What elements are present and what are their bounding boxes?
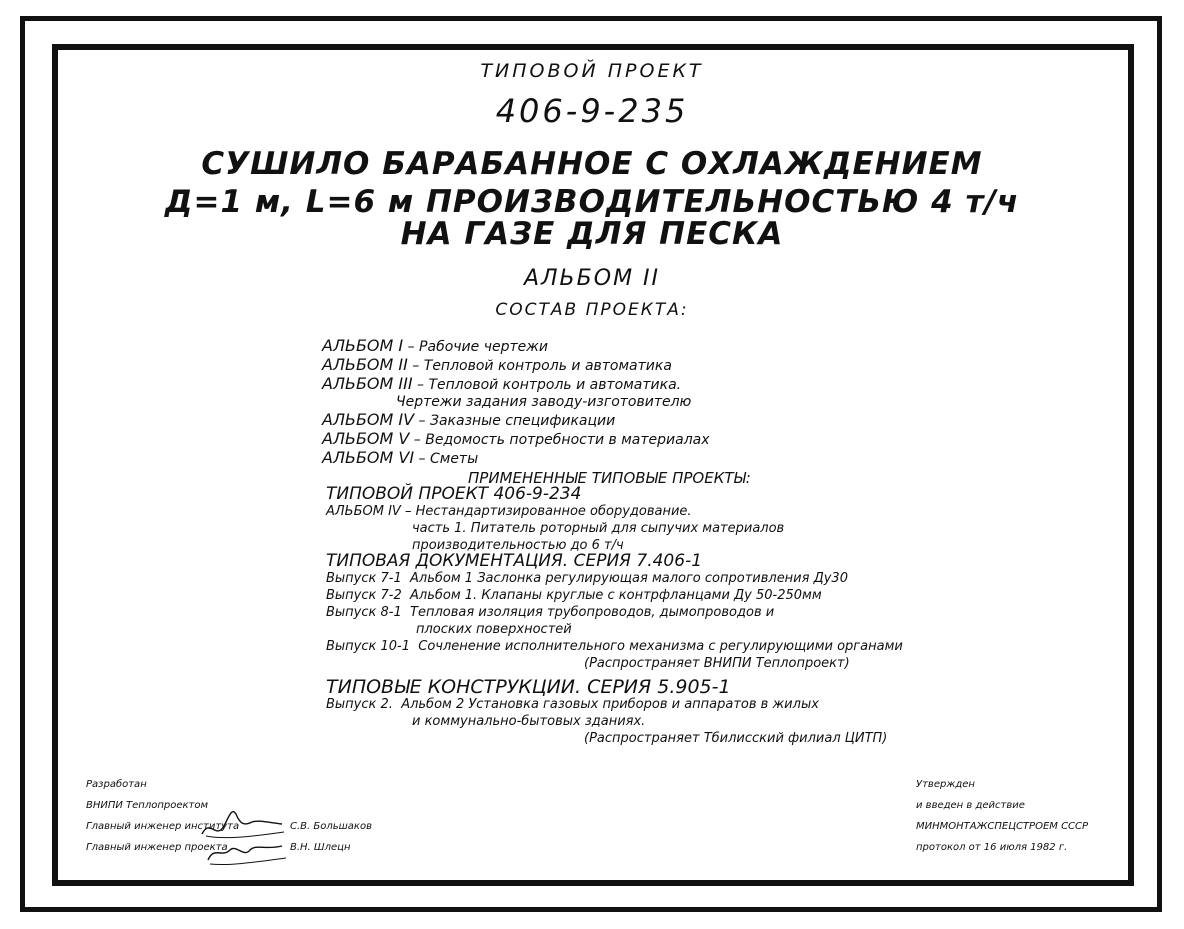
issue-row: [326, 638, 903, 655]
album-name: АЛЬБОМ IV: [322, 410, 415, 429]
issue-row: [326, 570, 903, 587]
album-name: АЛЬБОМ I: [322, 336, 404, 355]
project-number: 406-9-235: [495, 92, 689, 130]
constructions-row: [326, 696, 887, 713]
developed-label: Разработан: [86, 779, 147, 790]
album-list: [322, 337, 710, 468]
typical-constructions: [326, 676, 888, 747]
issue-number: Выпуск 10-1: [326, 639, 411, 654]
signatory-names: [290, 816, 372, 858]
album-name: АЛЬБОМ II: [322, 355, 408, 374]
constructions-heading: ТИПОВЫЕ КОНСТРУКЦИИ. СЕРИЯ 5.905-1: [326, 676, 731, 698]
issue-number: Выпуск 7-2: [326, 588, 402, 603]
approved-label: Утвержден: [916, 779, 975, 790]
issue-text: плоских поверхностей: [416, 622, 572, 637]
applied-projects-heading: ПРИМЕНЕННЫЕ ТИПОВЫЕ ПРОЕКТЫ:: [468, 469, 751, 487]
protocol-line: протокол от 16 июля 1982 г.: [916, 842, 1068, 853]
album-name: АЛЬБОМ V: [322, 429, 410, 448]
issue-text: Тепловая изоляция трубопроводов, дымопроводов и: [410, 605, 775, 620]
applied-album-line: АЛЬБОМ IV – Нестандартизированное оборудование.: [326, 504, 692, 519]
album-row: АЛЬБОМ I – Рабочие чертежи: [322, 336, 548, 355]
constructions-text-2: и коммунально-бытовых зданиях.: [412, 714, 646, 729]
signatory-name-2: В.Н. Шлецн: [290, 842, 351, 853]
issue-row: [326, 587, 903, 604]
issue-row: [326, 621, 903, 638]
typical-documentation: [326, 553, 903, 672]
chief-engineer-project-role: Главный инженер проекта: [86, 842, 228, 853]
issue-text: Сочленение исполнительного механизма с регулирующими органами: [418, 639, 903, 654]
issue-number: Выпуск 8-1: [326, 605, 402, 620]
album-name: АЛЬБОМ VI: [322, 448, 415, 467]
issue-number: Выпуск 7-1: [326, 571, 402, 586]
constructions-text-1: Альбом 2 Установка газовых приборов и аппаратов в жилых: [401, 697, 819, 712]
album-desc: Рабочие чертежи: [419, 339, 548, 355]
album-desc: Ведомость потребности в материалах: [425, 432, 710, 448]
album-name: АЛЬБОМ III: [322, 374, 413, 393]
album-desc: Чертежи задания заводу-изготовителю: [396, 394, 692, 410]
issue-text: Альбом 1. Клапаны круглые с контрфланцами Ду 50-250мм: [410, 588, 822, 603]
album-desc: Тепловой контроль и автоматика: [423, 358, 672, 374]
enacted-label: и введен в действие: [916, 800, 1025, 811]
album-row: АЛЬБОМ VI – Сметы: [322, 448, 479, 467]
album-desc: Тепловой контроль и автоматика.: [428, 377, 682, 393]
applied-project-line: ТИПОВОЙ ПРОЕКТ 406-9-234: [326, 484, 582, 504]
developer-name: ВНИПИ Теплопроектом: [86, 800, 209, 811]
ministry-name: МИНМОНТАЖСПЕЦСТРОЕМ СССР: [916, 821, 1089, 832]
issue-text: Альбом 1 Заслонка регулирующая малого сопротивления Ду30: [410, 571, 848, 586]
documentation-distributor: (Распространяет ВНИПИ Теплопроект): [584, 656, 850, 671]
constructions-distributor: (Распространяет Тбилисский филиал ЦИТП): [584, 731, 888, 746]
album-row: АЛЬБОМ IV – Заказные спецификации: [322, 410, 616, 429]
applied-projects: [326, 486, 784, 554]
chief-engineer-institute-role: Главный инженер института: [86, 821, 240, 832]
signatory-name-1: С.В. Большаков: [290, 821, 372, 832]
album-row: АЛЬБОМ III – Тепловой контроль и автоматика.: [322, 374, 682, 393]
applied-capacity-line: производительностью до 6 т/ч: [412, 538, 624, 553]
applied-part-line: часть 1. Питатель роторный для сыпучих материалов: [412, 521, 785, 536]
album-desc: Заказные спецификации: [429, 413, 616, 429]
title-line-1: СУШИЛО БАРАБАННОЕ С ОХЛАЖДЕНИЕМ: [201, 146, 983, 182]
album-row: АЛЬБОМ II – Тепловой контроль и автоматика: [322, 355, 672, 374]
album-desc: Сметы: [429, 451, 479, 467]
constructions-issue: Выпуск 2.: [326, 697, 393, 712]
composition-label: СОСТАВ ПРОЕКТА:: [495, 300, 689, 320]
album-row: АЛЬБОМ V – Ведомость потребности в материалах: [322, 429, 710, 448]
album-row: [322, 394, 710, 411]
footer-approval-block: [916, 774, 1088, 858]
title-line-2: Д=1 м, L=6 м ПРОИЗВОДИТЕЛЬНОСТЬЮ 4 т/ч: [164, 184, 1020, 220]
issue-row: [326, 604, 903, 621]
title-line-3: НА ГАЗЕ ДЛЯ ПЕСКА: [400, 216, 784, 252]
album-label: АЛЬБОМ II: [523, 266, 661, 291]
documentation-heading: ТИПОВАЯ ДОКУМЕНТАЦИЯ. СЕРИЯ 7.406-1: [326, 551, 703, 571]
header-label: ТИПОВОЙ ПРОЕКТ: [480, 60, 704, 82]
signatures-graphic: [196, 800, 290, 872]
